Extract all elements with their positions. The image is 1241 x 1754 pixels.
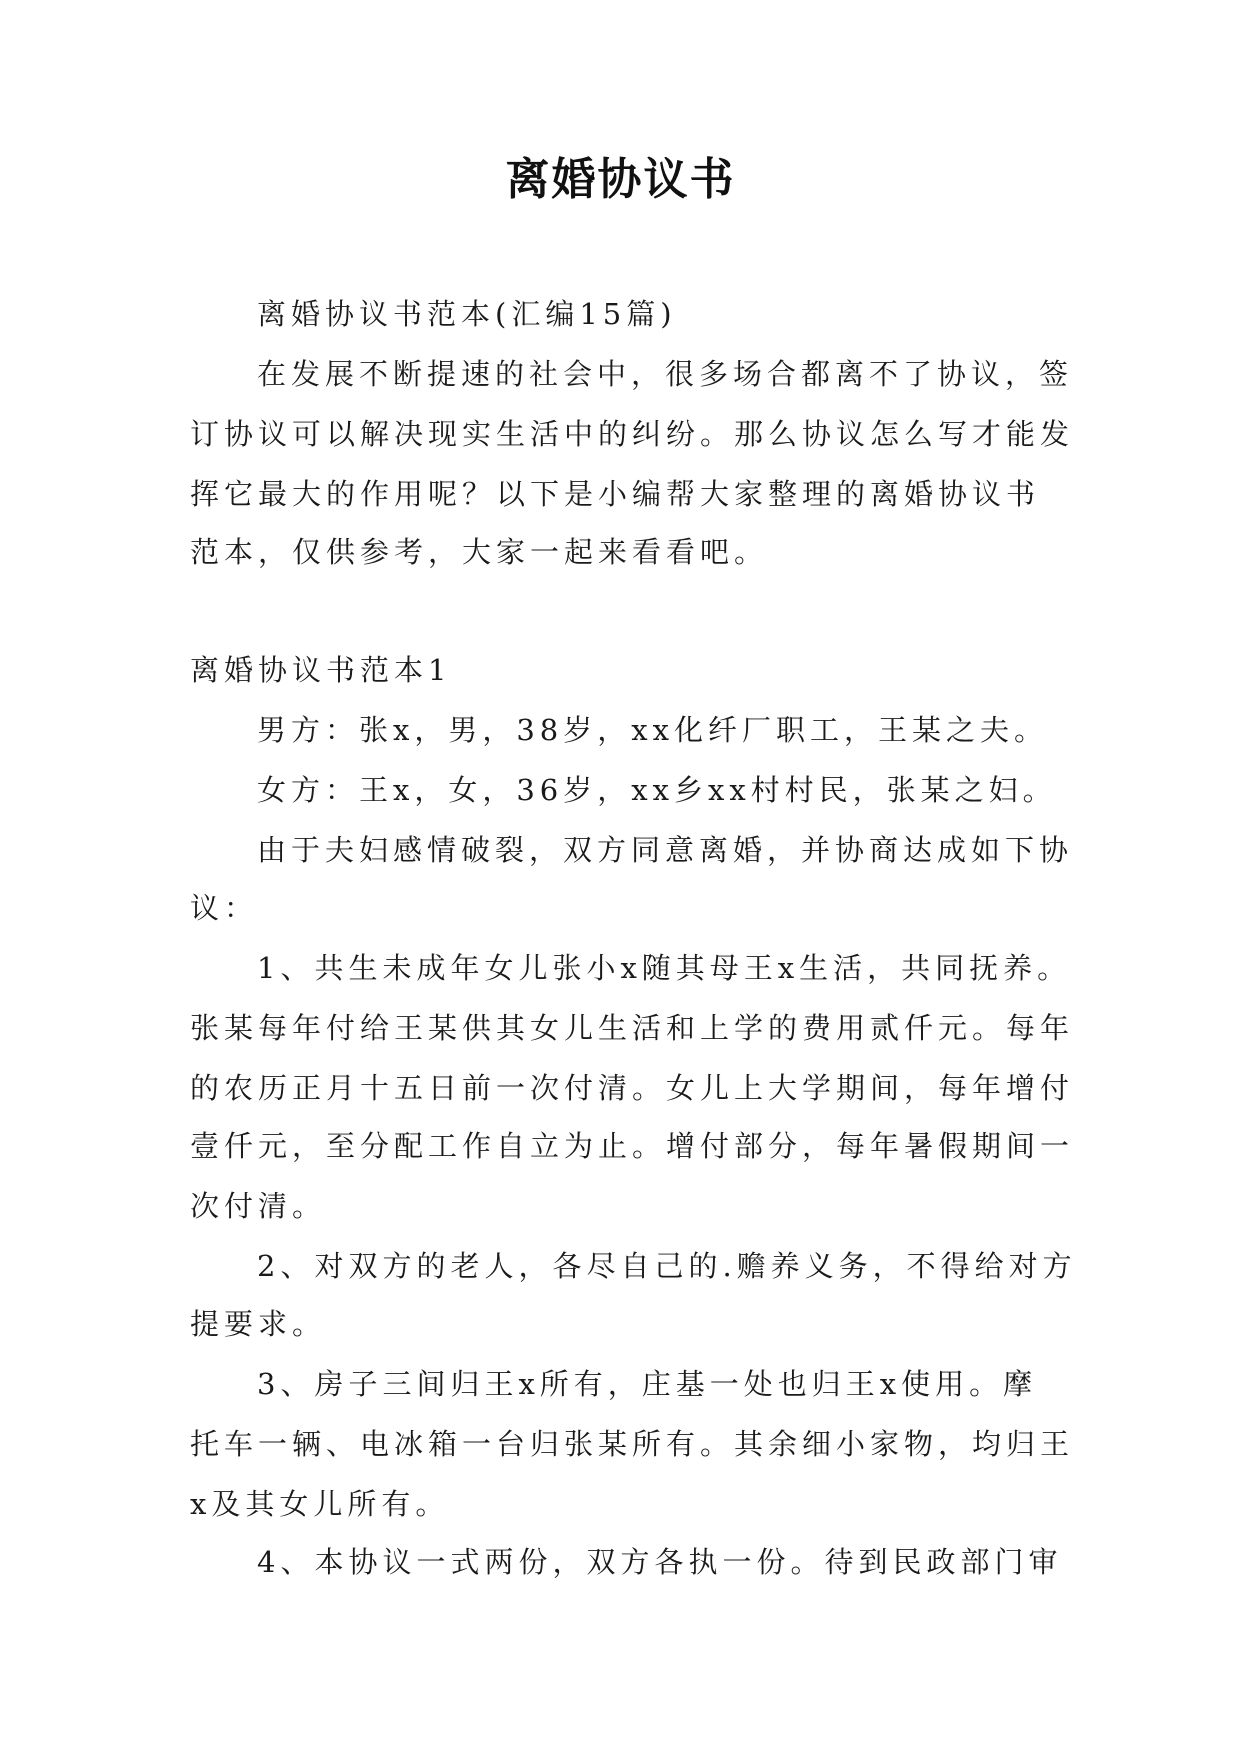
- clause-2-line: 提要求。: [190, 1307, 327, 1341]
- clause-4-line: 4、本协议一式两份，双方各执一份。待到民政部门审: [257, 1545, 1063, 1579]
- clause-1-line: 次付清。: [190, 1189, 327, 1223]
- intro-line: 范本，仅供参考，大家一起来看看吧。: [190, 535, 769, 569]
- clause-1-line: 张某每年付给王某供其女儿生活和上学的费用贰仟元。每年: [190, 1011, 1075, 1045]
- party-male-line: 男方：张x，男，38岁，xx化纤厂职工，王某之夫。: [257, 713, 1048, 747]
- section-heading: 离婚协议书范本1: [190, 653, 452, 687]
- clause-1-line: 1、共生未成年女儿张小x随其母王x生活，共同抚养。: [257, 951, 1072, 985]
- clause-3-line: x及其女儿所有。: [190, 1487, 450, 1521]
- clause-1-line: 壹仟元，至分配工作自立为止。增付部分，每年暑假期间一: [190, 1129, 1075, 1163]
- preamble-line: 议：: [190, 891, 259, 925]
- clause-2-line: 2、对双方的老人，各尽自己的.赡养义务，不得给对方: [257, 1249, 1077, 1283]
- preamble-line: 由于夫妇感情破裂，双方同意离婚，并协商达成如下协: [257, 833, 1074, 867]
- clause-3-line: 3、房子三间归王x所有，庄基一处也归王x使用。摩: [257, 1367, 1038, 1401]
- clause-3-line: 托车一辆、电冰箱一台归张某所有。其余细小家物，均归王: [190, 1427, 1075, 1461]
- clause-1-line: 的农历正月十五日前一次付清。女儿上大学期间，每年增付: [190, 1071, 1075, 1105]
- intro-line: 在发展不断提速的社会中，很多场合都离不了协议，签: [257, 357, 1074, 391]
- document-title: 离婚协议书: [505, 154, 736, 205]
- intro-line: 挥它最大的作用呢？以下是小编帮大家整理的离婚协议书: [190, 477, 1041, 511]
- party-female-line: 女方：王x，女，36岁，xx乡xx村村民，张某之妇。: [257, 773, 1057, 807]
- subtitle-line: 离婚协议书范本(汇编15篇): [257, 297, 677, 331]
- intro-line: 订协议可以解决现实生活中的纠纷。那么协议怎么写才能发: [190, 417, 1075, 451]
